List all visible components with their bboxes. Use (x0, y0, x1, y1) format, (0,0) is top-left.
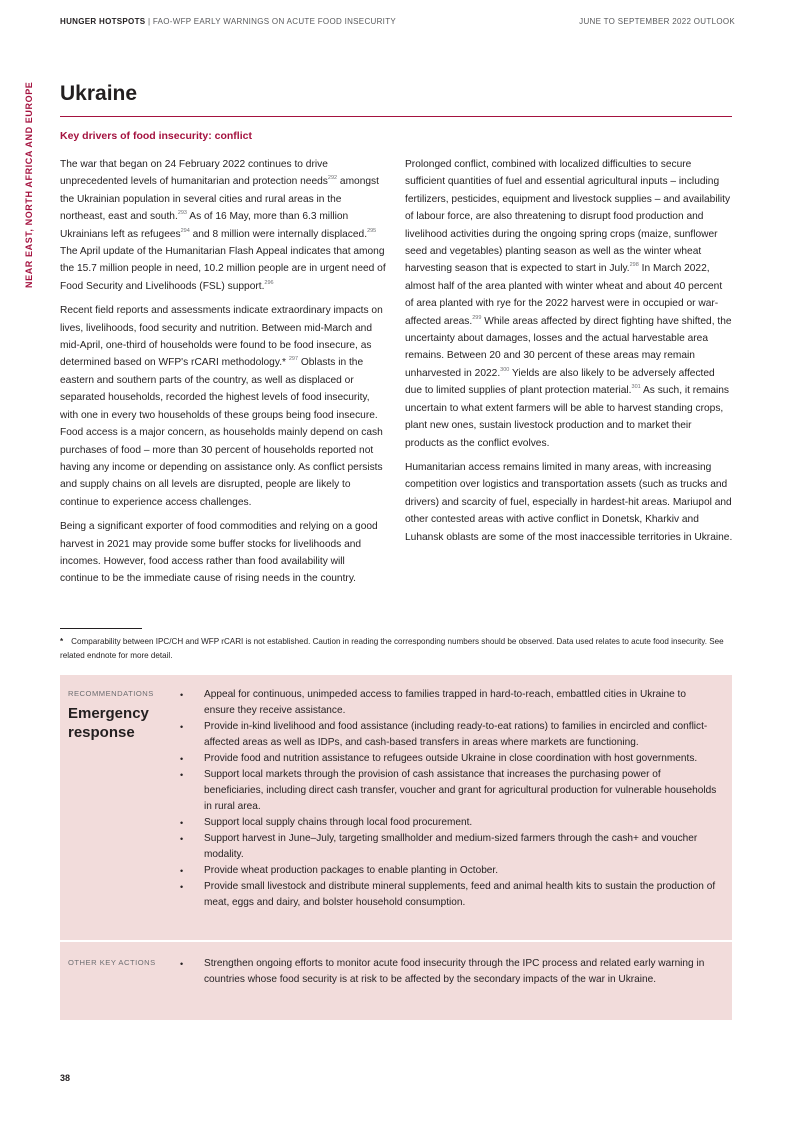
endnote-ref[interactable]: 297 (288, 356, 299, 363)
endnote-ref[interactable]: 296 (264, 279, 274, 286)
endnote-ref[interactable]: 299 (472, 314, 482, 321)
endnote-ref[interactable]: 295 (367, 227, 377, 234)
box-divider (60, 940, 732, 942)
list-item-text: Provide small livestock and distribute mineral supplements, feed and animal health kits to sustain the production of meat, eggs and dairy, and bolster household consumption. (204, 881, 716, 908)
list-item (178, 815, 718, 831)
bullet-icon: • (180, 722, 184, 732)
paragraph: Recent field reports and assessments indicate extraordinary impacts on lives, livelihoods, food security and nutrition. Between mid-March and mid-April, one-third of households were found to be food insecure, as determined based on WFP's rCARI methodology.* $^{297}$ Oblasts in the eastern and southern parts of the country, as well as displaced or separated households, recorded the highest levels of food insecurity, with one in every two households of these groups being food insecure. Food access is a major concern, as households mainly depend on cash purchases of food – more than 30 percent of households reported not having any income or depending on assistance only. As conflict persists and supply chains on all levels are disrupted, people are likely to continue to experience access challenges. (60, 305, 383, 508)
endnote-ref[interactable]: 298 (629, 262, 639, 269)
publication-brand: HUNGER HOTSPOTS (60, 17, 146, 26)
list-item (178, 956, 718, 988)
endnote-ref[interactable]: 294 (180, 227, 190, 234)
list-item (178, 767, 718, 815)
list-item-text: Appeal for continuous, unimpeded access to families trapped in hard-to-reach, embattled cities in Ukraine to ensure they receive assistance. (204, 689, 686, 716)
recommendations-list (178, 687, 718, 911)
bullet-icon: • (180, 882, 184, 892)
header-separator: | (147, 17, 151, 26)
bullet-icon: • (180, 866, 184, 876)
bullet-icon: • (180, 818, 184, 828)
list-item (178, 751, 718, 767)
list-item (178, 719, 718, 751)
list-item (178, 863, 718, 879)
other-actions-list (178, 956, 718, 988)
bullet-icon: • (180, 690, 184, 700)
footnote-marker: * (60, 637, 64, 646)
other-actions-label: OTHER KEY ACTIONS (68, 958, 156, 967)
list-item (178, 687, 718, 719)
paragraph: Being a significant exporter of food commodities and relying on a good harvest in 2021 may provide some buffer stocks for livelihoods and incomes. However, food access rather than food availability will continue to be the immediate cause of rising needs in the country. (60, 521, 378, 585)
bullet-icon: • (180, 754, 184, 764)
endnote-ref[interactable]: 292 (327, 175, 338, 182)
recommendations-label: RECOMMENDATIONS (68, 689, 154, 698)
right-column (405, 156, 733, 553)
footnote-divider (60, 628, 142, 629)
endnote-ref[interactable]: 300 (500, 366, 510, 373)
outlook-period: JUNE TO SEPTEMBER 2022 OUTLOOK (579, 17, 735, 26)
paragraph: Humanitarian access remains limited in many areas, with increasing competition over logistics and transportation assets (such as trucks and drivers) and scarcity of fuel, especially in hardest-hit areas. Mariupol and other contested areas with active conflict in Donetsk, Kharkiv and Luhansk oblasts are some of the most inaccessible territories in Ukraine. (405, 461, 733, 543)
list-item-text: Provide in-kind livelihood and food assistance (including ready-to-eat rations) to families in encircled and conflict-affected areas as well as IDPs, and cash-based transfers in areas where markets are functioning. (204, 721, 708, 748)
endnote-ref[interactable]: 293 (177, 210, 187, 217)
paragraph: The war that began on 24 February 2022 continues to drive unprecedented levels of humanitarian and protection needs$^{292}$ amongst the Ukrainian population in several cities and rural areas in the northeast, east and south.$^{293}$ As of 16 May, more than 6.3 million Ukrainians left as refugees$^{294}$ and 8 million were internally displaced.$^{295}$ The April update of the Humanitarian Flash Appeal indicates that among the 15.7 million people in need, 10.2 million people are in urgent need of Food Security and Livelihoods (FSL) support.$^{296}$ (60, 159, 386, 292)
recommendations-box (60, 675, 732, 1020)
footnote (60, 635, 732, 663)
title-divider (60, 116, 732, 117)
bullet-icon: • (180, 834, 184, 844)
list-item-text: Support local markets through the provision of cash assistance that increases the purchasing power of beneficiaries, including direct cash transfer, voucher and grant for agricultural production for vulnerable households in rural area. (204, 769, 717, 812)
page-number: 38 (60, 1073, 71, 1083)
list-item-text: Support local supply chains through local food procurement. (204, 817, 473, 828)
left-column (60, 156, 386, 595)
list-item-text: Support harvest in June–July, targeting smallholder and medium-sized farmers through the cash+ and voucher modality. (204, 833, 698, 860)
running-header (60, 17, 396, 26)
bullet-icon: • (180, 770, 184, 780)
list-item (178, 879, 718, 911)
list-item-text: Provide wheat production packages to enable planting in October. (204, 865, 499, 876)
list-item-text: Provide food and nutrition assistance to refugees outside Ukraine in close coordination with host governments. (204, 753, 698, 764)
footnote-text: Comparability between IPC/CH and WFP rCARI is not established. Caution in reading the corresponding numbers should be observed. Data used relates to acute food insecurity. See related endnote for more detail. (60, 637, 724, 660)
region-sidebar-label: NEAR EAST, NORTH AFRICA AND EUROPE (24, 81, 34, 288)
list-item (178, 831, 718, 863)
publication-subtitle: FAO-WFP EARLY WARNINGS ON ACUTE FOOD INSECURITY (152, 17, 397, 26)
page-title: Ukraine (60, 82, 138, 105)
section-heading: Key drivers of food insecurity: conflict (60, 130, 252, 142)
bullet-icon: • (180, 959, 184, 969)
recommendations-heading: Emergency response (68, 705, 149, 741)
list-item-text: Strengthen ongoing efforts to monitor acute food insecurity through the IPC process and related early warning in countries whose food security is at risk to be affected by the secondary impacts of the war in Ukraine. (204, 958, 705, 985)
paragraph: Prolonged conflict, combined with localized difficulties to secure sufficient quantities of fuel and essential agricultural inputs – including fertilizers, pesticides, equipment and livestock supplies – and availability of labour force, are also threatening to disrupt food production and livelihood activities during the ongoing spring crops (maize, sunflower seed and vegetables) planting season as well as the winter wheat harvesting season that is expected to start in July.$^{298}$ In March 2022, almost half of the area planted with winter wheat and about 40 percent of area planted with rye for the 2022 harvest were in occupied or war-affected areas.$^{299}$ While areas affected by direct fighting have shifted, the uncertainty about damages, losses and the actual harvestable area remains. Between 20 and 30 percent of these areas may remain unharvested in 2022.$^{300}$ Yields are also likely to be adversely affected due to limited supplies of plant protection material.$^{301}$ As such, it remains uncertain to what extent farmers will be able to harvest standing crops, plant new ones, sustain livestock production and to market their products as the conflict evolves. (405, 159, 732, 449)
endnote-ref[interactable]: 301 (631, 384, 641, 391)
